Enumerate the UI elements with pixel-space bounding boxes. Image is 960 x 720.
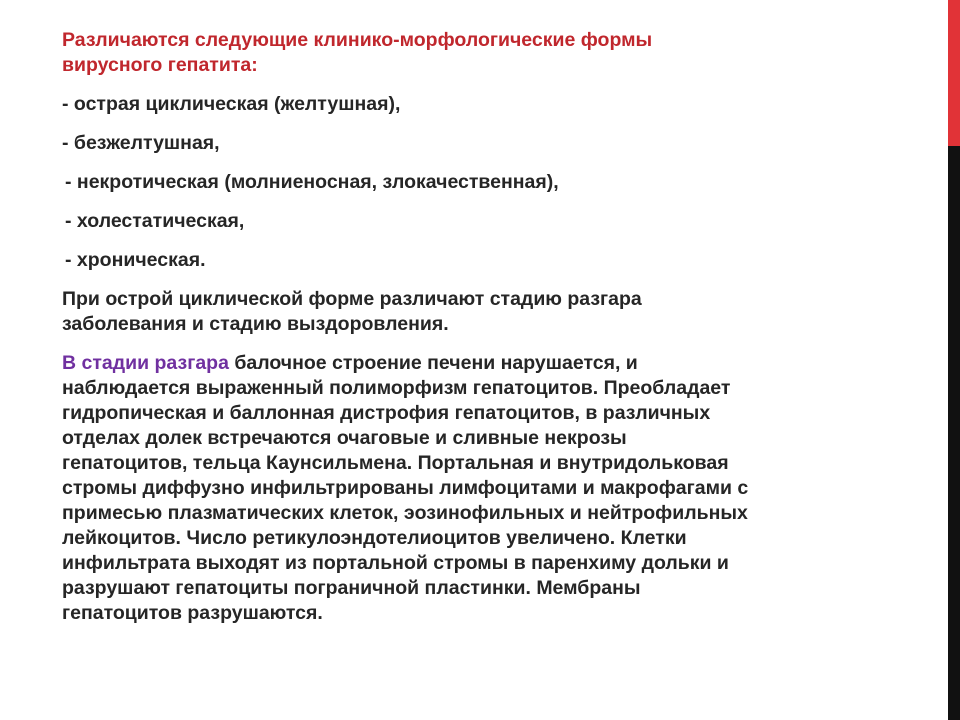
peak-line: лейкоцитов. Число ретикулоэндотелиоцитов увеличено. Клетки <box>62 527 687 549</box>
slide-heading <box>62 28 902 78</box>
peak-line: гепатоцитов, тельца Каунсильмена. Портальная и внутридольковая <box>62 452 729 474</box>
form-item-anicteric: - безжелтушная, <box>62 132 220 154</box>
stages-line-2: заболевания и стадию выздоровления. <box>62 313 449 335</box>
peak-line: разрушают гепатоциты пограничной пластинки. Мембраны <box>62 577 641 599</box>
peak-line: гидропическая и баллонная дистрофия гепатоцитов, в различных <box>62 402 711 424</box>
accent-bar-red <box>948 0 960 146</box>
accent-bar-black <box>948 146 960 720</box>
heading-line-2: вирусного гепатита: <box>62 54 258 76</box>
peak-line: балочное строение печени нарушается, и <box>228 352 638 374</box>
peak-paragraph <box>62 351 902 626</box>
form-item-necrotic: - некротическая (молниеносная, злокачественная), <box>65 171 559 193</box>
heading-line-1: Различаются следующие клинико-морфологические формы <box>62 29 653 51</box>
peak-line: примесью плазматических клеток, эозинофильных и нейтрофильных <box>62 502 748 524</box>
peak-line: наблюдается выраженный полиморфизм гепатоцитов. Преобладает <box>62 377 731 399</box>
stages-paragraph <box>62 287 902 337</box>
peak-line: инфильтрата выходят из портальной стромы в паренхиму дольки и <box>62 552 729 574</box>
peak-highlight: В стадии разгара <box>62 352 229 374</box>
form-item-acute: - острая циклическая (желтушная), <box>62 93 401 115</box>
form-item-chronic: - хроническая. <box>65 249 206 271</box>
stages-line-1: При острой циклической форме различают стадию разгара <box>62 288 642 310</box>
peak-line: стромы диффузно инфильтрированы лимфоцитами и макрофагами с <box>62 477 749 499</box>
form-item-cholestatic: - холестатическая, <box>65 210 245 232</box>
slide-content <box>62 28 902 640</box>
peak-line: гепатоцитов разрушаются. <box>62 602 323 624</box>
peak-line: отделах долек встречаются очаговые и сливные некрозы <box>62 427 627 449</box>
